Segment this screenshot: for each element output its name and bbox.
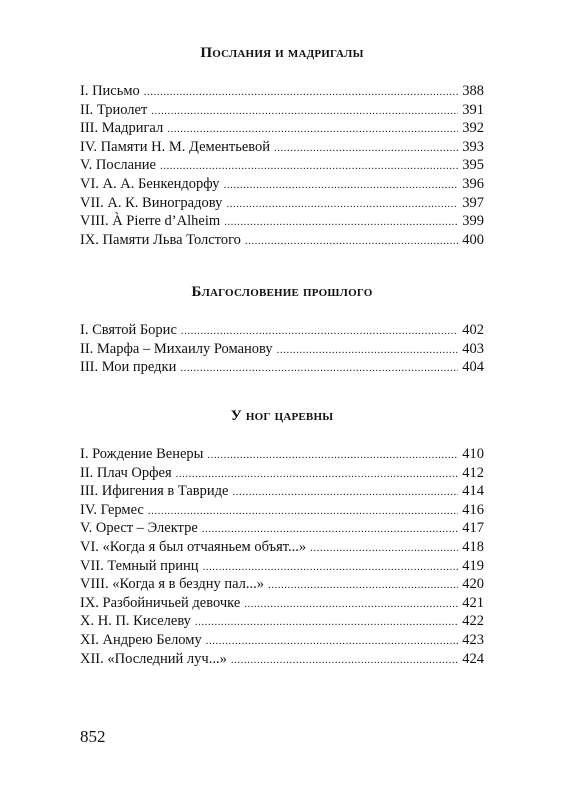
entry-page: 423 bbox=[462, 631, 484, 648]
entry-title: IX. Разбойничьей девочке bbox=[80, 594, 241, 611]
entry-title: IV. Гермес bbox=[80, 501, 144, 518]
entry-title: XII. «Последний луч...» bbox=[80, 650, 227, 667]
entry-title: I. Письмо bbox=[80, 83, 140, 99]
entry-title: I. Святой Борис bbox=[80, 322, 177, 338]
dot-leader bbox=[181, 322, 458, 341]
entry-title: IX. Памяти Льва Толстого bbox=[80, 231, 241, 248]
toc-entry bbox=[80, 340, 484, 359]
entry-title: V. Орест – Электре bbox=[80, 520, 198, 537]
entry-title: VIII. À Pierre d’Alheim bbox=[80, 213, 221, 230]
dot-leader bbox=[180, 359, 458, 378]
entry-title: I. Рождение Венеры bbox=[80, 446, 204, 462]
entry-page: 419 bbox=[462, 557, 484, 574]
dot-leader bbox=[274, 139, 458, 158]
entry-title: V. Послание bbox=[80, 157, 156, 174]
dot-leader bbox=[160, 157, 458, 176]
dot-leader bbox=[207, 446, 458, 465]
toc-entry bbox=[80, 650, 484, 669]
entry-page: 416 bbox=[462, 501, 484, 518]
entry-page: 410 bbox=[462, 446, 484, 462]
toc-entry bbox=[80, 156, 484, 175]
entry-page: 418 bbox=[462, 538, 484, 555]
page-number: 852 bbox=[80, 727, 106, 746]
dot-leader bbox=[226, 195, 458, 214]
entry-title: X. Н. П. Киселеву bbox=[80, 613, 191, 630]
dot-leader bbox=[245, 232, 458, 251]
dot-leader bbox=[167, 120, 458, 139]
toc-entry bbox=[80, 231, 484, 250]
dot-leader bbox=[224, 213, 458, 232]
dot-leader bbox=[144, 83, 458, 102]
entry-page: 412 bbox=[462, 464, 484, 481]
entry-title: III. Ифигения в Тавриде bbox=[80, 483, 229, 500]
toc-entry bbox=[80, 175, 484, 194]
entry-page: 399 bbox=[462, 213, 484, 230]
dot-leader bbox=[310, 539, 458, 558]
section-heading: Послания и мадригалы bbox=[200, 45, 364, 61]
entry-page: 392 bbox=[462, 120, 484, 137]
dot-leader bbox=[206, 632, 459, 651]
entry-page: 417 bbox=[462, 520, 484, 537]
entry-page: 391 bbox=[462, 101, 484, 118]
toc-entry bbox=[80, 194, 484, 213]
entry-page: 420 bbox=[462, 576, 484, 593]
dot-leader bbox=[176, 465, 459, 484]
dot-leader bbox=[195, 613, 458, 632]
toc-entry bbox=[80, 631, 484, 650]
dot-leader bbox=[224, 176, 459, 195]
dot-leader bbox=[277, 341, 459, 360]
entry-title: VIII. «Когда я в бездну пал...» bbox=[80, 576, 265, 593]
entry-page: 421 bbox=[462, 594, 484, 611]
entry-page: 396 bbox=[462, 175, 484, 192]
entry-title: II. Марфа – Михаилу Романову bbox=[80, 340, 273, 357]
toc-section-u-nog-tsarevny bbox=[80, 407, 484, 668]
entry-page: 424 bbox=[462, 650, 484, 667]
entry-page: 403 bbox=[462, 340, 484, 357]
dot-leader bbox=[151, 102, 458, 121]
toc-entry bbox=[80, 538, 484, 557]
entry-title: VII. Темный принц bbox=[80, 557, 199, 574]
toc-entry bbox=[80, 575, 484, 594]
section-heading: У ног царевны bbox=[230, 408, 334, 424]
dot-leader bbox=[148, 502, 458, 521]
dot-leader bbox=[202, 520, 459, 539]
entry-page: 397 bbox=[462, 194, 484, 211]
entry-title: II. Плач Орфея bbox=[80, 464, 172, 481]
toc-entry bbox=[80, 212, 484, 231]
toc-entry bbox=[80, 445, 484, 464]
toc-entry bbox=[80, 82, 484, 101]
toc-entry bbox=[80, 119, 484, 138]
dot-leader bbox=[231, 651, 458, 670]
entry-title: III. Мадригал bbox=[80, 120, 164, 137]
entry-title: XI. Андрею Белому bbox=[80, 631, 202, 648]
entry-title: VI. А. А. Бенкендорфу bbox=[80, 175, 220, 192]
toc-entry bbox=[80, 358, 484, 377]
entry-page: 388 bbox=[462, 83, 484, 99]
entry-page: 404 bbox=[462, 359, 484, 376]
toc-section-poslaniya bbox=[80, 44, 484, 249]
entry-title: IV. Памяти Н. М. Дементьевой bbox=[80, 138, 271, 155]
entry-page: 400 bbox=[462, 231, 484, 248]
dot-leader bbox=[202, 558, 458, 577]
toc-entry bbox=[80, 464, 484, 483]
toc-section-blagoslovenie bbox=[80, 283, 484, 377]
entry-page: 414 bbox=[462, 483, 484, 500]
toc-entry bbox=[80, 321, 484, 340]
entry-title: VII. А. К. Виноградову bbox=[80, 194, 223, 211]
toc-entry bbox=[80, 594, 484, 613]
section-heading: Благословение прошлого bbox=[191, 284, 373, 300]
toc-entry bbox=[80, 557, 484, 576]
toc-entry bbox=[80, 101, 484, 120]
dot-leader bbox=[232, 483, 458, 502]
dot-leader bbox=[268, 576, 458, 595]
dot-leader bbox=[244, 595, 458, 614]
entry-page: 402 bbox=[462, 322, 484, 338]
toc-entry bbox=[80, 482, 484, 501]
toc-entry bbox=[80, 501, 484, 520]
toc-entry bbox=[80, 612, 484, 631]
entry-title: II. Триолет bbox=[80, 101, 148, 118]
entry-page: 393 bbox=[462, 138, 484, 155]
entry-title: VI. «Когда я был отчаяньем объят...» bbox=[80, 538, 307, 555]
entry-title: III. Мои предки bbox=[80, 359, 177, 376]
toc-entry bbox=[80, 138, 484, 157]
entry-page: 395 bbox=[462, 157, 484, 174]
toc-entry bbox=[80, 519, 484, 538]
entry-page: 422 bbox=[462, 613, 484, 630]
